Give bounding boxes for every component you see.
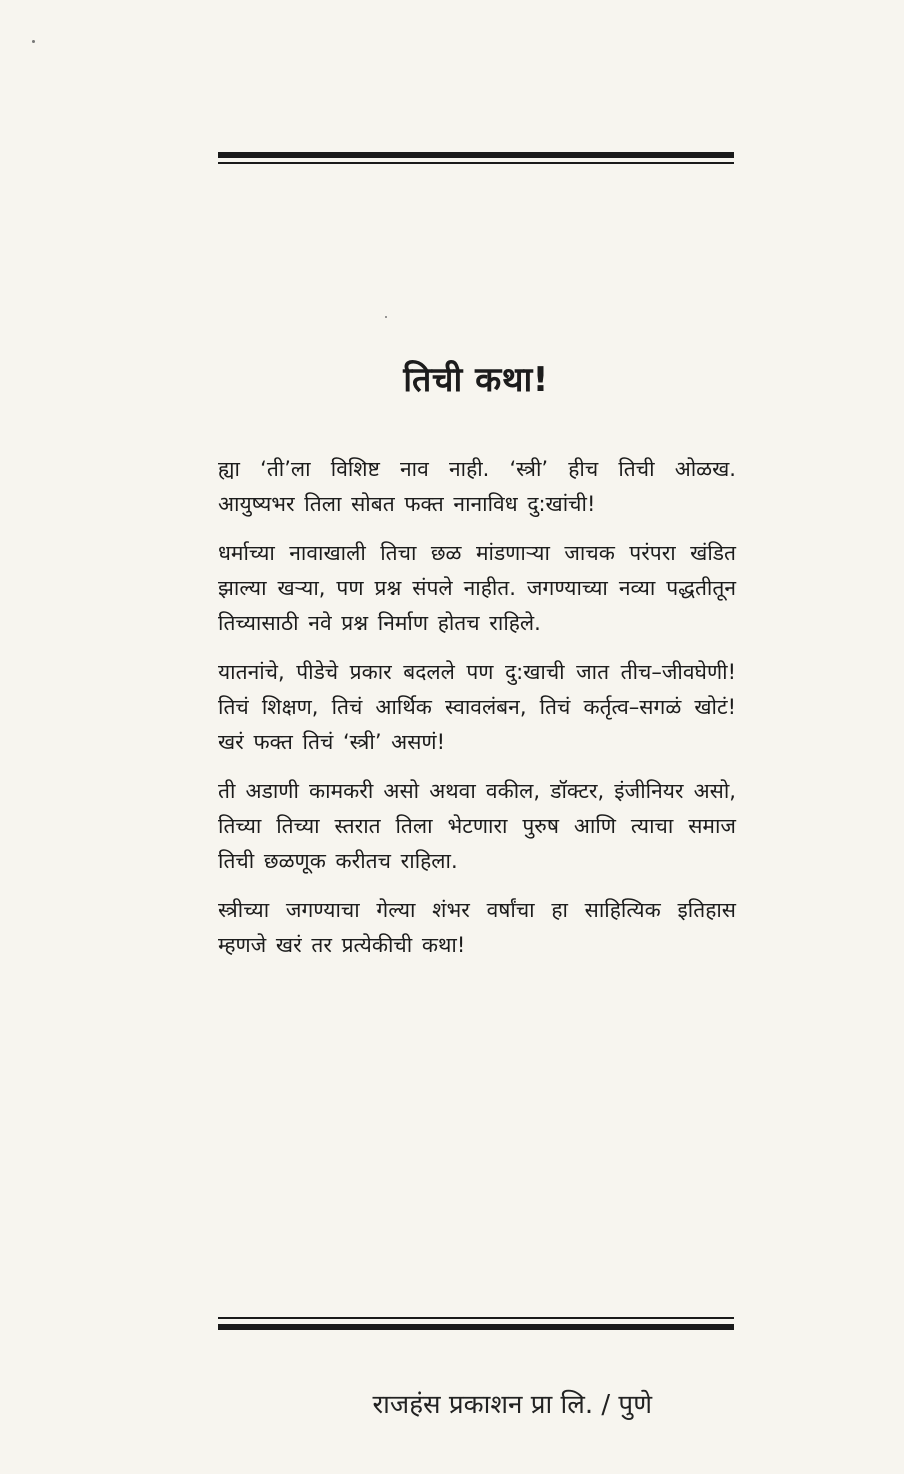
blurb-paragraph-3: यातनांचे, पीडेचे प्रकार बदलले पण दु:खाची जात तीच–जीवघेणी! तिचं शिक्षण, तिचं आर्थिक स्वावलंबन, तिचं कर्तृत्व–सगळं खोटं! खरं फक्त तिचं ‘स्त्री’ असणं!: [218, 660, 736, 754]
page-title: तिची कथा!: [403, 360, 549, 400]
top-rule-thin-line: [218, 162, 734, 164]
blurb-paragraph-5: स्त्रीच्या जगण्याचा गेल्या शंभर वर्षांचा हा साहित्यिक इतिहास म्हणजे खरं तर प्रत्येकीची कथा!: [218, 898, 736, 957]
publisher-imprint: राजहंस प्रकाशन प्रा लि. / पुणे: [372, 1390, 652, 1420]
bottom-rule-thick-line: [218, 1324, 734, 1330]
blurb-paragraph-2: धर्माच्या नावाखाली तिचा छळ मांडणाऱ्या जाचक परंपरा खंडित झाल्या खऱ्या, पण प्रश्न संपले नाहीत. जगण्याच्या नव्या पद्धतीतून तिच्यासाठी नवे प्रश्न निर्माण होतच राहिले.: [218, 541, 736, 635]
top-rule-thick-line: [218, 152, 734, 158]
paper-speck: [385, 316, 387, 318]
blurb-text: [218, 452, 736, 977]
bottom-double-rule: [218, 1317, 734, 1330]
blurb-paragraph-1: ह्या ‘ती’ला विशिष्ट नाव नाही. ‘स्त्री’ हीच तिची ओळख. आयुष्यभर तिला सोबत फक्त नानाविध दु:खांची!: [218, 457, 736, 516]
bottom-rule-thin-line: [218, 1317, 734, 1319]
blurb-paragraph-4: ती अडाणी कामकरी असो अथवा वकील, डॉक्टर, इंजीनियर असो, तिच्या तिच्या स्तरात तिला भेटणारा पुरुष आणि त्याचा समाज तिची छळणूक करीतच राहिला.: [218, 779, 736, 873]
top-double-rule: [218, 152, 734, 164]
paper-speck: [32, 40, 35, 43]
